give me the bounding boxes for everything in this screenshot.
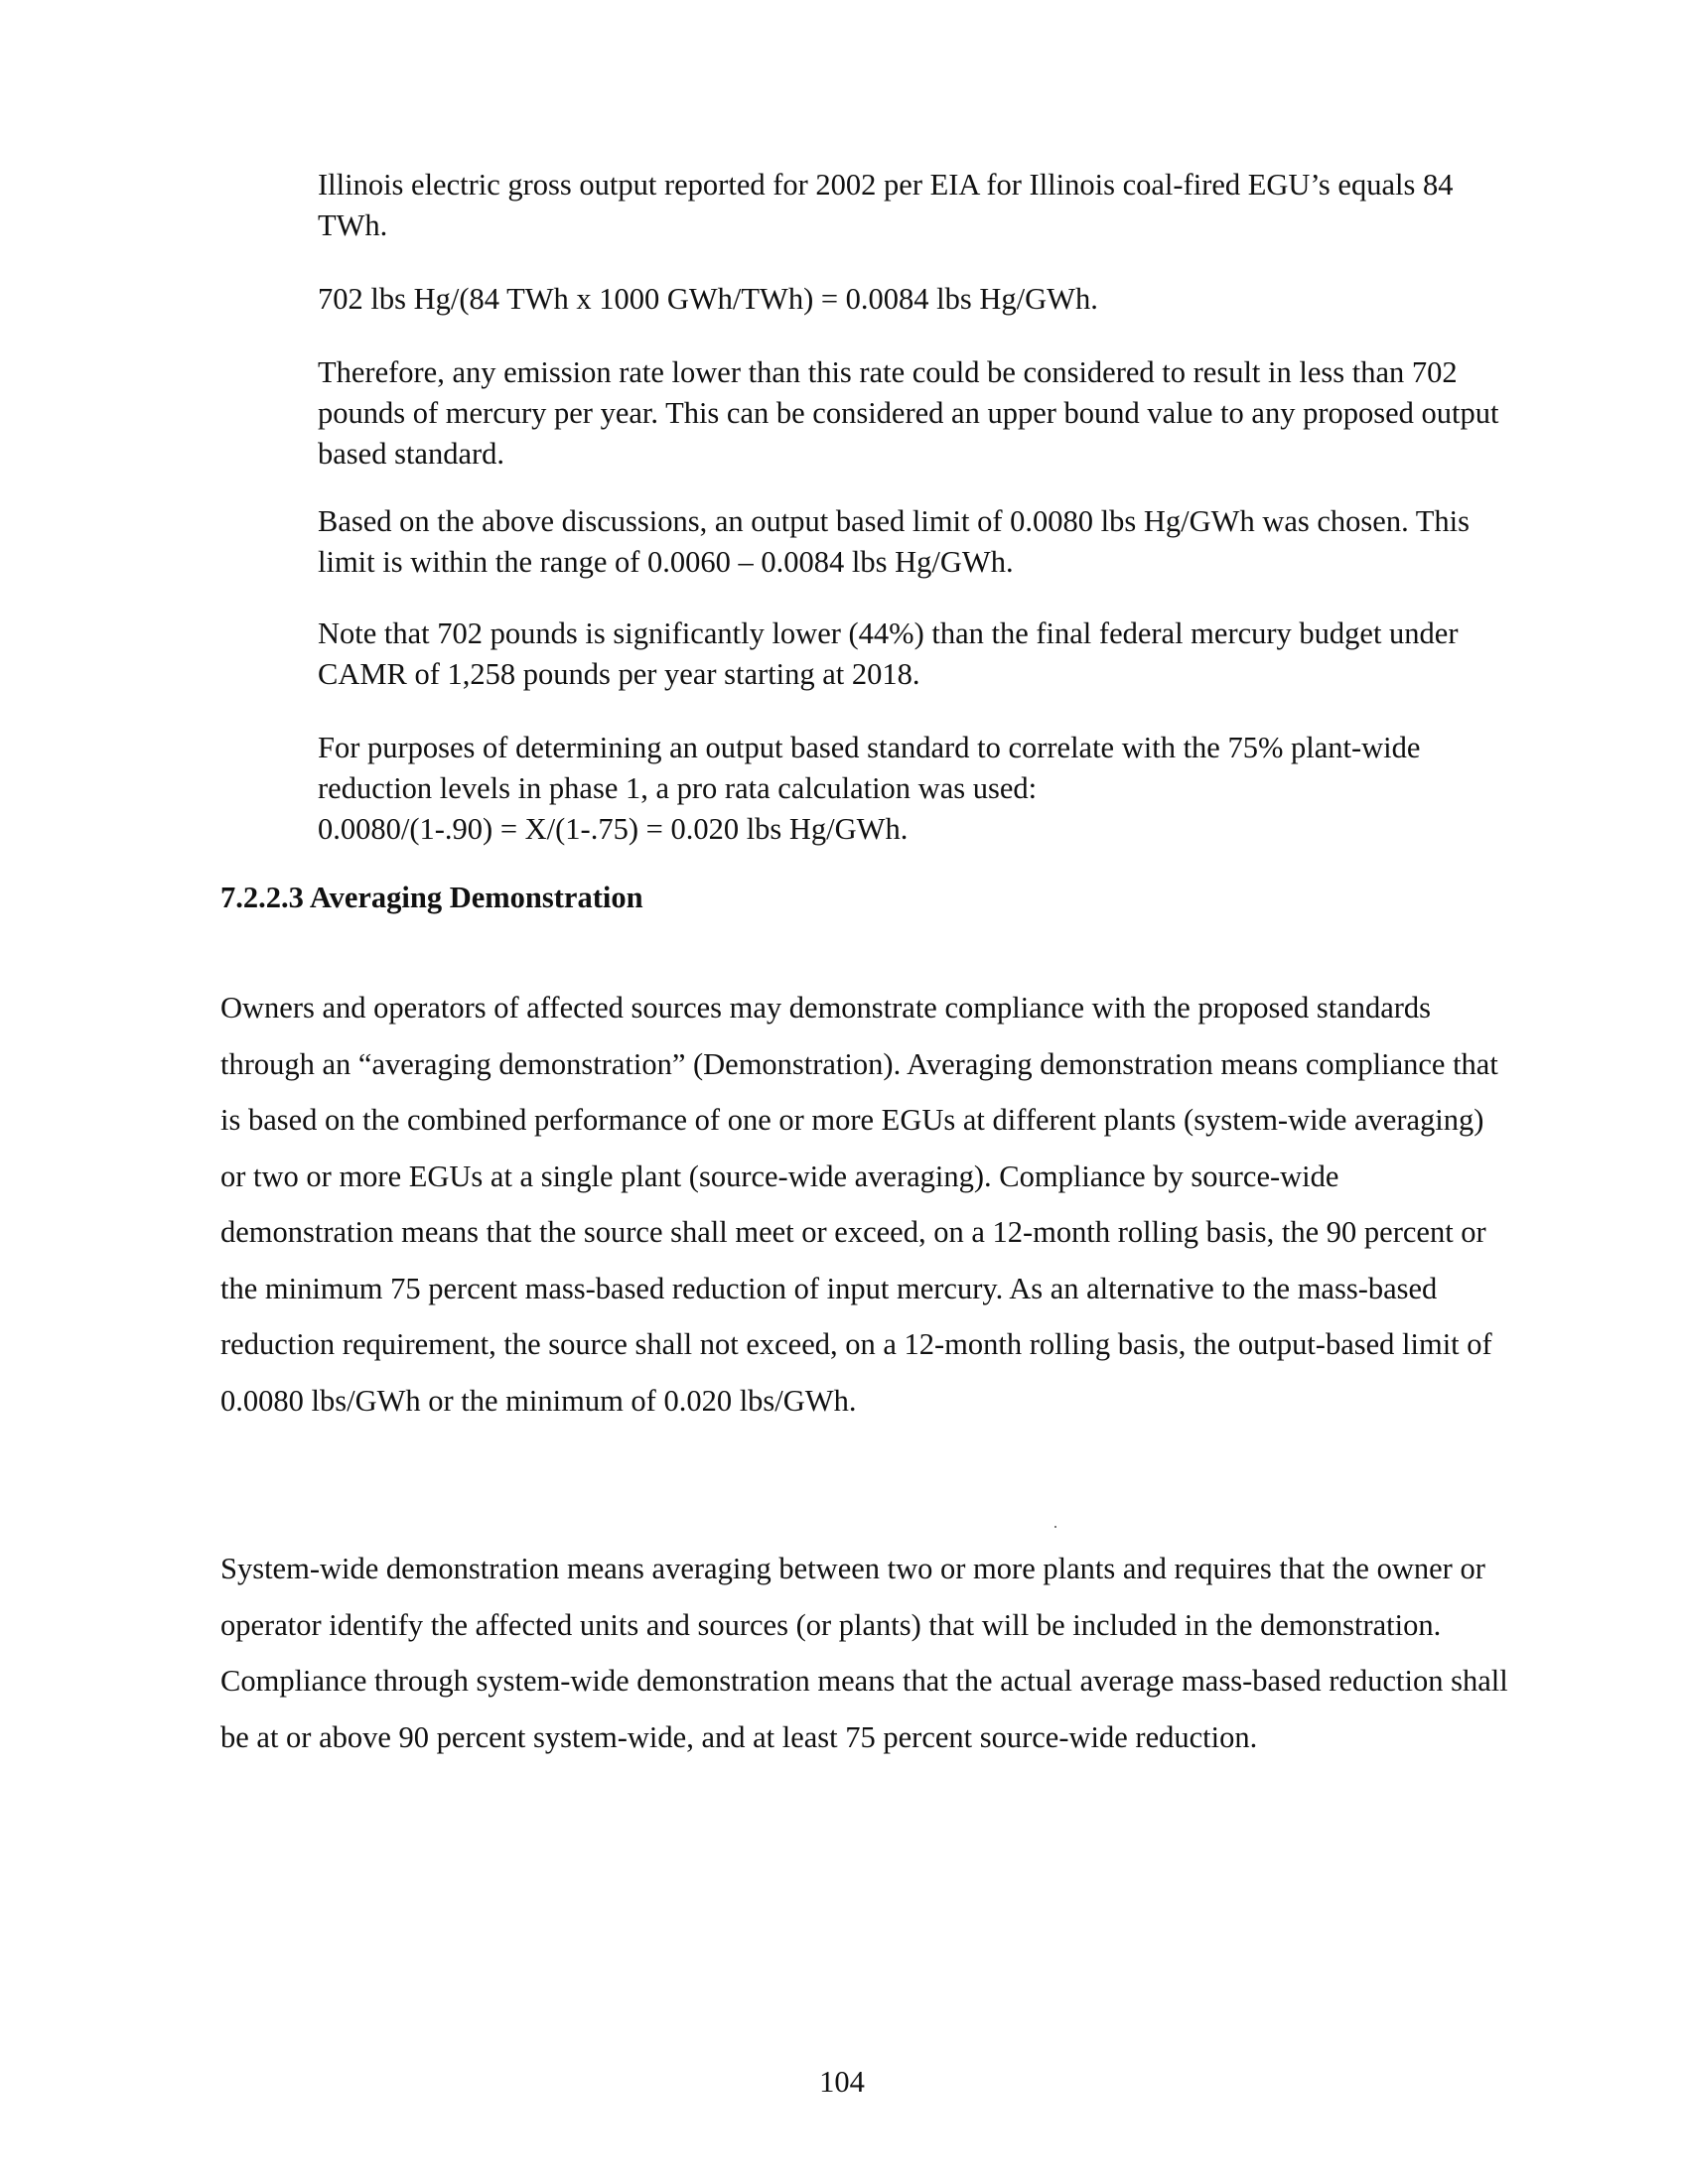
paragraph-text: Therefore, any emission rate lower than this rate could be considered to result in less than 702 pounds of mercury per year. This can be considered an upper bound value to any proposed output based standard. <box>318 355 1499 471</box>
paragraph-text: Owners and operators of affected sources may demonstrate compliance with the proposed standards through an “averaging demonstration” (Demonstration). Averaging demonstration means compliance that is based on the combined performance of one or more EGUs at different plants (system-wide averaging) or two or more EGUs at a single plant (source-wide averaging). Compliance by source-wide demonstration means that the source shall meet or exceed, on a 12-month rolling basis, the 90 percent or the minimum 75 percent mass-based reduction of input mercury. As an alternative to the mass-based reduction requirement, the source shall not exceed, on a 12-month rolling basis, the output-based limit of 0.0080 lbs/GWh or the minimum of 0.020 lbs/GWh. <box>220 991 1498 1418</box>
paragraph-text: 702 lbs Hg/(84 TWh x 1000 GWh/TWh) = 0.0084 lbs Hg/GWh. <box>318 282 1098 316</box>
paragraph-text: Based on the above discussions, an output based limit of 0.0080 lbs Hg/GWh was chosen. This limit is within the range of 0.0060 – 0.0084 lbs Hg/GWh. <box>318 504 1470 579</box>
paragraph-text: Illinois electric gross output reported for 2002 per EIA for Illinois coal-fired EGU’s equals 84 TWh. <box>318 168 1454 242</box>
paragraph-calculation <box>318 279 1509 320</box>
section-heading: 7.2.2.3 Averaging Demonstration <box>220 881 643 914</box>
paragraph-text: System-wide demonstration means averaging between two or more plants and requires that the owner or operator identify the affected units and sources (or plants) that will be included in the demonstration. Compliance through system-wide demonstration means that the actual average mass-based reduction shall be at or above 90 percent system-wide, and at least 75 percent source-wide reduction. <box>220 1552 1508 1754</box>
paragraph-averaging-demonstration <box>220 980 1511 1429</box>
paragraph-emission-rate <box>318 352 1509 475</box>
formula-line: 0.0080/(1-.90) = X/(1-.75) = 0.020 lbs Hg/GWh. <box>318 812 909 846</box>
scan-speck <box>1054 1526 1056 1528</box>
paragraph-output-reported <box>318 165 1509 246</box>
paragraph-system-wide <box>220 1541 1511 1765</box>
paragraph-camr-note <box>318 614 1509 695</box>
paragraph-output-limit <box>318 501 1509 583</box>
paragraph-pro-rata <box>318 728 1509 850</box>
paragraph-text: For purposes of determining an output based standard to correlate with the 75% plant-wide reduction levels in phase 1, a pro rata calculation was used: <box>318 731 1421 805</box>
paragraph-text: Note that 702 pounds is significantly lower (44%) than the final federal mercury budget under CAMR of 1,258 pounds per year starting at 2018. <box>318 616 1459 691</box>
page-number: 104 <box>819 2065 865 2099</box>
